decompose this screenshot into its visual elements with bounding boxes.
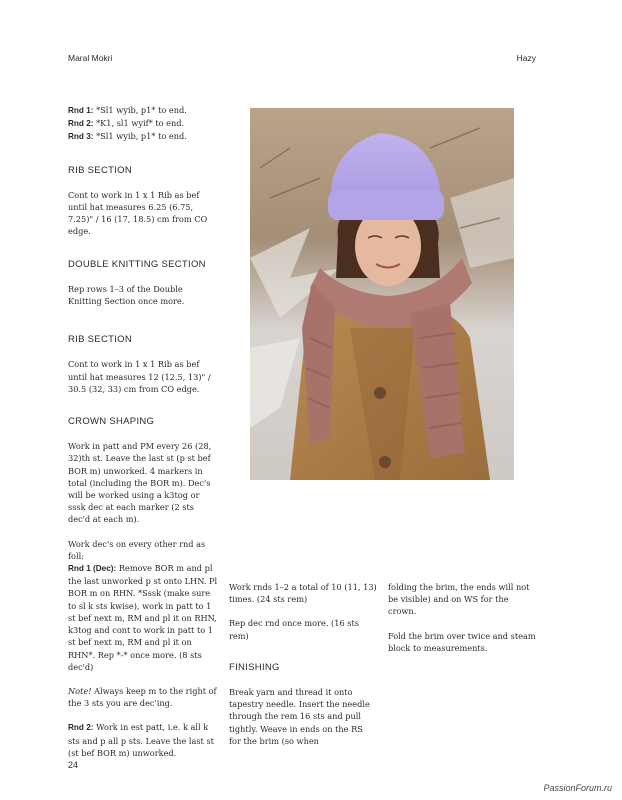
watermark: PassionForum.ru (543, 783, 612, 793)
rib-section-text: Cont to work in 1 x 1 Rib as bef until hat measures 6.25 (6.75, 7.25)" / 16 (17, 18.5) cm from CO edge. (68, 189, 208, 237)
crown-intro: Work dec's on every other rnd as foll: (68, 538, 206, 561)
crown-round-2: Rnd 2: Work in est patt, i.e. k all k sts and p all p sts. Leave the last st (st bef BOR m) unworked. (68, 722, 214, 758)
pattern-name: Hazy (516, 53, 536, 63)
blocking-text: Fold the brim over twice and steam block to measurements. (388, 630, 536, 653)
right-column (388, 581, 538, 654)
crown-shaping-text: Work in patt and PM every 26 (28, 32)th st. Leave the last st (p st bef BOR m) unworked. 4 markers in total (including the BOR m). Dec's will be worked using a k3tog or sssk dec at each marker (2 sts dec'd at each m). (68, 441, 212, 525)
finishing-continued-text: folding the brim, the ends will not be visible) and on WS for the crown. (388, 582, 530, 617)
author-name: Maral Mokri (68, 53, 113, 63)
crown-shaping-heading: CROWN SHAPING (68, 416, 155, 428)
work-rounds-text: Work rnds 1–2 a total of 10 (11, 13) times. (24 sts rem) (229, 582, 377, 605)
rib-section-2-heading: RIB SECTION (68, 334, 133, 346)
repeat-dec-text: Rep dec rnd once more. (16 sts rem) (229, 618, 359, 641)
crown-round-1: Rnd 1 (Dec): Remove BOR m and pl the last unworked p st onto LHN. Pl BOR m on RHN. *Sssk (make sure to sl k sts kwise), work in patt to 1 st bef next m, RM and pl it on RHN, k3tog and cont to work in patt to 1 st bef next m, RM and pl it on RHN*. Rep *-* once more. (8 sts dec'd) (68, 563, 218, 672)
page-number: 24 (68, 760, 79, 770)
finishing-heading: FINISHING (229, 661, 280, 673)
rib-section-heading: RIB SECTION (68, 164, 133, 176)
rib-section-2-text: Cont to work in 1 x 1 Rib as bef until hat measures 12 (12.5, 13)" / 30.5 (32, 33) cm from CO edge. (68, 359, 211, 394)
double-knitting-text: Rep rows 1–3 of the Double Knitting Section once more. (68, 283, 185, 307)
double-knitting-heading: DOUBLE KNITTING SECTION (68, 258, 206, 270)
round-1-line: Rnd 1: *Sl1 wyib, p1* to end. (68, 105, 187, 115)
left-column (68, 104, 218, 759)
note-paragraph: Note! Always keep m to the right of the 3 sts you are dec'ing. (68, 685, 217, 709)
middle-column (229, 581, 377, 747)
finishing-text: Break yarn and thread it onto tapestry needle. Insert the needle through the rem 16 sts and pull tightly. Weave in ends on the RS for the brim (so when (229, 687, 370, 746)
round-3-line: Rnd 3: *Sl1 wyib, p1* to end. (68, 131, 187, 142)
round-2-line: Rnd 2: *K1, sl1 wyif* to end. (68, 118, 185, 129)
model-photo (250, 108, 514, 480)
